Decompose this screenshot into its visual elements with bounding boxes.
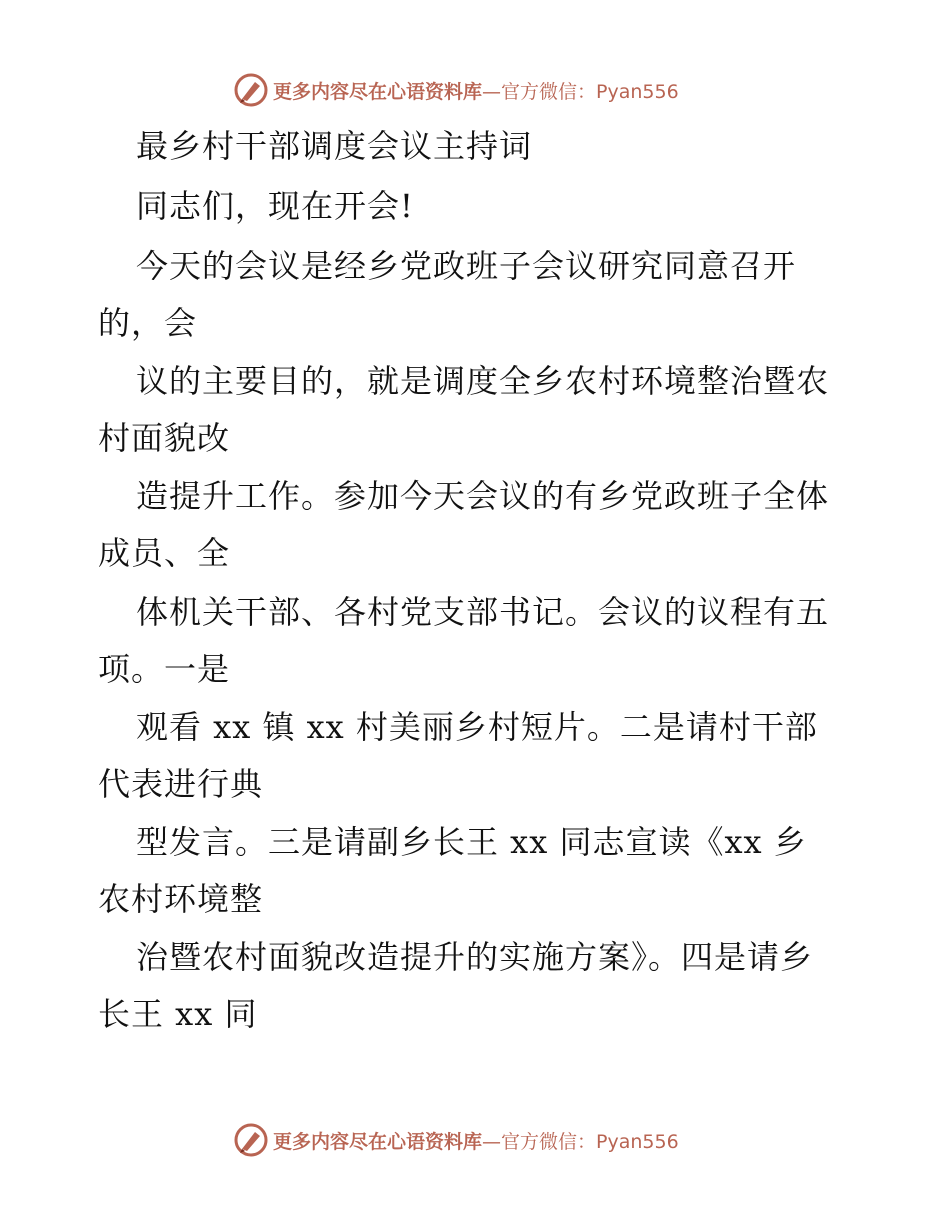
header-banner bbox=[233, 72, 679, 108]
text-line: 今天的会议是经乡党政班子会议研究同意召开 bbox=[136, 247, 797, 285]
text-line: 长王 xx 同 bbox=[98, 995, 258, 1033]
text-line: 的，会 bbox=[98, 304, 198, 342]
text-line: 议的主要目的，就是调度全乡农村环境整治暨农 bbox=[136, 362, 830, 400]
text-line: 成员、全 bbox=[98, 534, 231, 572]
banner-site-text: 更多内容尽在心语资料库 bbox=[273, 1130, 483, 1153]
text-line: 造提升工作。参加今天会议的有乡党政班子全体 bbox=[136, 477, 830, 515]
text-line: 观看 xx 镇 xx 村美丽乡村短片。二是请村干部 bbox=[136, 708, 818, 746]
pen-logo-icon bbox=[233, 72, 269, 108]
banner-contact-text: —官方微信：Pyan556 bbox=[482, 80, 679, 103]
text-line: 村面貌改 bbox=[98, 419, 231, 457]
text-line: 同志们，现在开会! bbox=[136, 187, 414, 225]
text-line: 代表进行典 bbox=[98, 765, 264, 803]
footer-banner bbox=[233, 1122, 679, 1158]
text-line: 型发言。三是请副乡长王 xx 同志宣读《xx 乡 bbox=[136, 823, 807, 861]
text-line: 农村环境整 bbox=[98, 880, 264, 918]
text-line: 治暨农村面貌改造提升的实施方案》。四是请乡 bbox=[136, 938, 814, 976]
banner-contact-text: —官方微信：Pyan556 bbox=[482, 1130, 679, 1153]
banner-site-text: 更多内容尽在心语资料库 bbox=[273, 80, 483, 103]
text-line: 项。一是 bbox=[98, 650, 231, 688]
document-title: 最乡村干部调度会议主持词 bbox=[136, 127, 533, 165]
pen-logo-icon bbox=[233, 1122, 269, 1158]
text-line: 体机关干部、各村党支部书记。会议的议程有五 bbox=[136, 593, 830, 631]
